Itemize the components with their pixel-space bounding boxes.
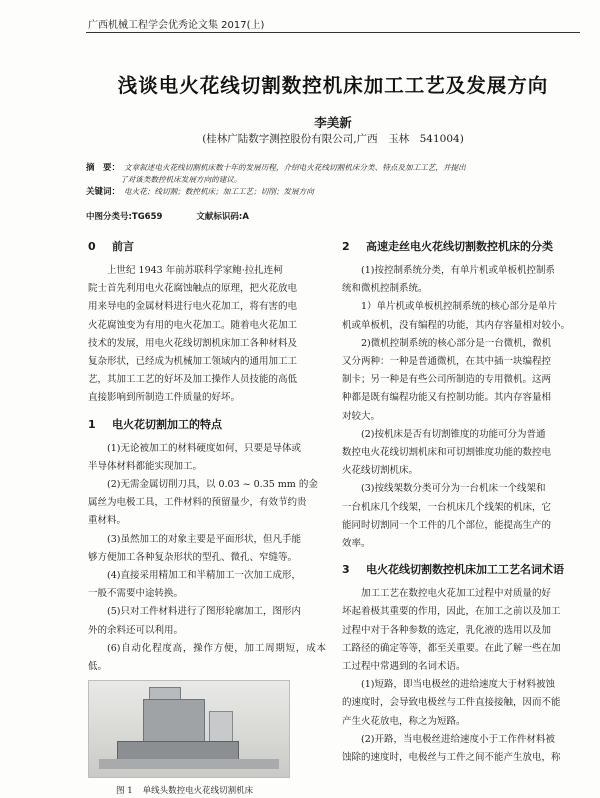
text-line: 蚀除的速度时，电极丝与工件之间不能产生放电，称 bbox=[342, 752, 561, 764]
text-line: 工路径的确定等等，都至关重要。在此了解一些在加 bbox=[342, 642, 561, 654]
list-item: 重材料。 bbox=[88, 515, 127, 527]
section-heading-0 bbox=[88, 238, 326, 256]
text-line: 又分两种：一种是普通微机，在其中插一块编程控 bbox=[342, 356, 552, 368]
text-line: 工过程中常遇到的名词术语。 bbox=[342, 661, 466, 673]
paper-title: 浅谈电火花线切割数控机床加工工艺及发展方向 bbox=[117, 74, 549, 97]
section-title: 高速走丝电火花线切割数控机床的分类 bbox=[366, 240, 553, 253]
figure-number: 图 1 bbox=[116, 786, 133, 797]
list-item: 够方便加工各种复杂形状的型孔、微孔、窄缝等。 bbox=[88, 551, 298, 563]
author-name: 李美新 bbox=[314, 115, 352, 130]
text-line: 技术的发展，用电火花线切割机床加工各种材料及 bbox=[88, 337, 298, 349]
text-line: 的速度时，会导致电极丝与工件直接接触，因而不能 bbox=[342, 697, 561, 709]
text-line: 直接影响到所制造工件质量的好坏。 bbox=[88, 392, 241, 404]
text-line: (1)短路，即当电极丝的进给速度大于材料被蚀 bbox=[361, 679, 555, 691]
section-number: 2 bbox=[342, 240, 350, 253]
text-line: 数控电火花线切割机床和可切割锥度功能的数控电 bbox=[342, 447, 552, 459]
section-title: 电火花线切割数控机床加工工艺名词术语 bbox=[366, 563, 564, 577]
text-line: 加工工艺在数控电火花加工过程中对质量的好 bbox=[361, 588, 552, 600]
running-head: 广西机械工程学会优秀论文集 2017(上) bbox=[88, 20, 265, 31]
figure-machine-photo bbox=[88, 680, 290, 778]
text-line: 2)微机控制系统的核心部分是一台微机，微机 bbox=[361, 337, 552, 349]
list-item: (1)无论被加工的材料硬度如何，只要是导体或 bbox=[107, 442, 301, 454]
section-title: 电火花切割加工的特点 bbox=[112, 417, 222, 431]
text-line: 机或单板机，没有编程的功能，其内存容量相对较小。 bbox=[342, 319, 571, 331]
abstract-block bbox=[86, 162, 580, 198]
list-item: (5)只对工件材料进行了图形轮廓加工，图形内 bbox=[107, 606, 301, 618]
figure-caption bbox=[88, 784, 326, 798]
list-item: (2)无需金属切削刀具，以 0.03 ~ 0.35 mm 的金 bbox=[107, 479, 318, 491]
text-line: 对较大。 bbox=[342, 410, 381, 422]
text-line: 复杂形状，已经成为机械加工领域内的通用加工工 bbox=[88, 356, 298, 368]
list-item: 一般不需要中途转换。 bbox=[88, 588, 184, 600]
list-item: (6)自动化程度高，操作方便，加工周期短，成本低。 bbox=[88, 642, 326, 673]
text-line: (2)按机床是否有切割锥度的功能可分为普通 bbox=[361, 428, 546, 440]
text-line: 统和微机控制系统。 bbox=[342, 283, 428, 295]
figure-caption-text: 单线头数控电火花线切割机床 bbox=[142, 786, 254, 797]
section-number: 3 bbox=[342, 563, 350, 577]
keywords-label: 关键词： bbox=[86, 187, 121, 197]
list-item: 属丝为电极工具，工件材料的预留量少，有效节约贵 bbox=[88, 497, 307, 509]
abstract-row bbox=[86, 162, 580, 174]
text-line: 火花腐蚀变为有用的电火花加工。随着电火花加工 bbox=[88, 319, 298, 331]
text-line: 坏起着极其重要的作用，因此，在加工之前以及加工 bbox=[342, 606, 561, 618]
section-heading-2 bbox=[342, 238, 582, 256]
section-number: 1 bbox=[88, 417, 96, 431]
keywords-row bbox=[86, 186, 580, 198]
document-code: 文献标识码:A bbox=[196, 212, 249, 222]
section-heading-1 bbox=[88, 416, 326, 434]
list-item: (4)直接采用精加工和半精加工一次加工成形， bbox=[107, 570, 301, 582]
list-item: 半导体材料都能实现加工。 bbox=[88, 460, 203, 472]
list-item: (3)虽然加工的对象主要是平面形状，但凡手能 bbox=[107, 533, 301, 545]
text-line: (1)按控制系统分类，有单片机或单板机控制系 bbox=[361, 265, 555, 276]
section-heading-3 bbox=[342, 561, 582, 579]
clc-number: 中图分类号:TG659 bbox=[86, 212, 163, 222]
header-rule bbox=[86, 32, 580, 33]
text-line: 效率。 bbox=[342, 538, 371, 550]
text-line: 一台机床几个线架，一台机床几个线架的机床，它 bbox=[342, 501, 552, 513]
text-line: 能同时切割同一个工件的几个部位，能提高生产的 bbox=[342, 519, 552, 531]
abstract-text-line1: 文章叙述电火花线切割机床数十年的发展历程，介绍电火花线切割机床分类、特点及加工工艺，并提出 bbox=[124, 163, 466, 172]
text-line: 制卡；另一种是有些公司所制造的专用微机。这两 bbox=[342, 374, 552, 386]
text-line: 种都是既有编程功能又有控制功能。其内存容量相 bbox=[342, 392, 552, 404]
text-line: (3)按线架数分类可分为一台机床一个线架和 bbox=[361, 483, 546, 495]
keywords-text: 电火花；线切割；数控机床；加工工艺；切削；发展方向 bbox=[124, 187, 314, 196]
section-number: 0 bbox=[88, 240, 96, 253]
text-line: 用来导电的金属材料进行电火花加工，将有害的电 bbox=[88, 301, 298, 313]
section-title: 前言 bbox=[112, 240, 134, 253]
text-line: 产生火花放电，称之为短路。 bbox=[342, 715, 466, 727]
text-line: 1）单片机或单板机控制系统的核心部分是单片 bbox=[361, 301, 558, 313]
text-line: 艺，其加工工艺的好坏及加工操作人员技能的高低 bbox=[88, 374, 298, 386]
left-column bbox=[88, 236, 326, 798]
list-item: 外的余料还可以利用。 bbox=[88, 624, 184, 636]
text-line: 院士首先利用电火花腐蚀触点的原理，把火花放电 bbox=[88, 283, 298, 295]
abstract-text-line2: 了对该类数控机床发展方向的建议。 bbox=[120, 175, 242, 184]
text-line: (2)开路，当电极丝进给速度小于工作件材料被 bbox=[361, 733, 555, 745]
author-affiliation: (桂林广陆数字测控股份有限公司,广西 玉林 541004) bbox=[202, 133, 464, 145]
classification-row bbox=[86, 210, 283, 222]
text-line: 上世纪 1943 年前苏联科学家鲍·拉扎连柯 bbox=[107, 265, 283, 276]
abstract-label: 摘 要： bbox=[86, 163, 121, 173]
right-column bbox=[342, 236, 582, 767]
text-line: 过程中对于各种参数的选定，乳化液的选用以及加 bbox=[342, 624, 552, 636]
text-line: 火花线切割机床。 bbox=[342, 465, 419, 477]
